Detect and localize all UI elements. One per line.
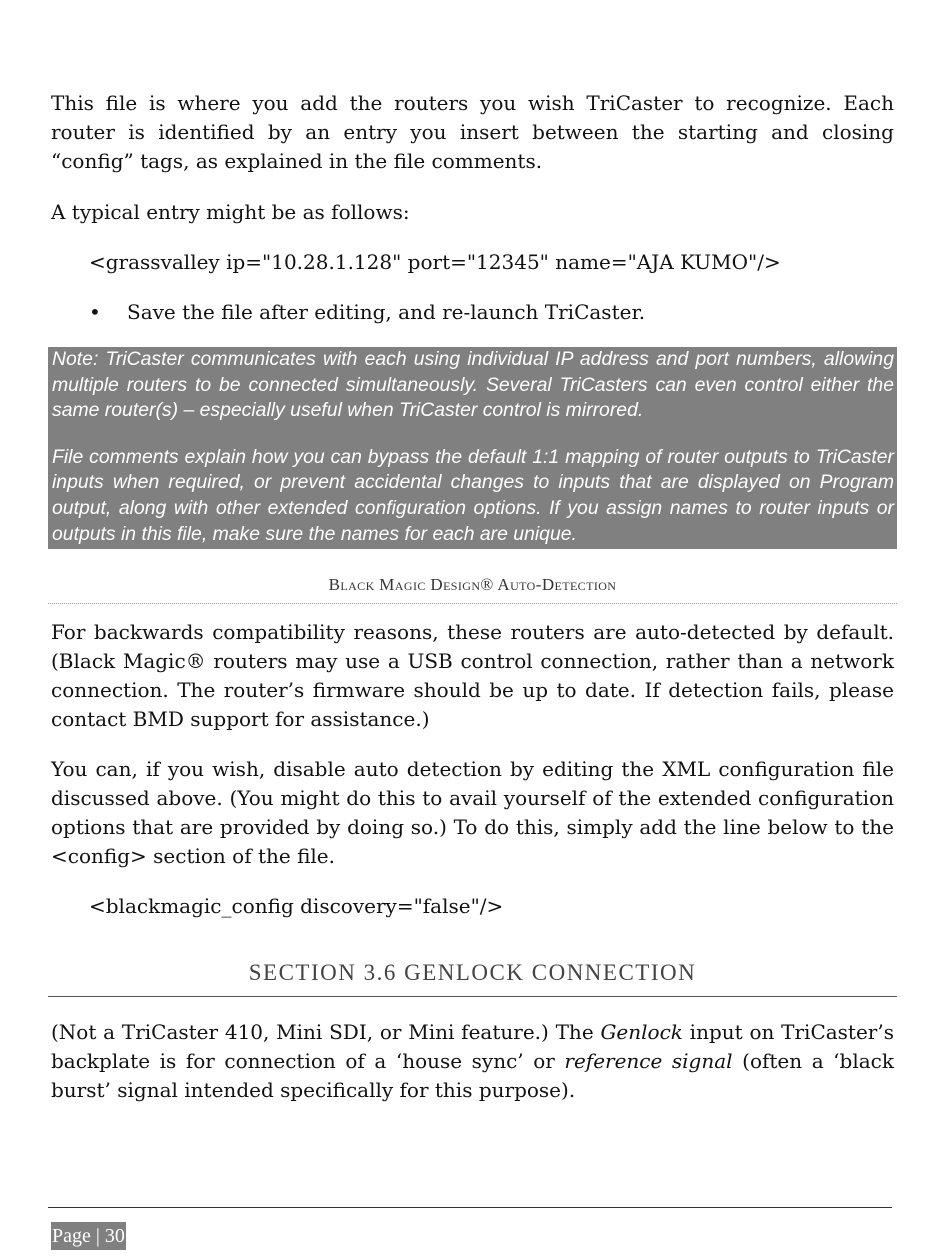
note-paragraph-2: File comments explain how you can bypass the default 1:1 mapping of router outputs to TriCaster inputs when required, or prevent accidental changes to inputs that are displayed on Program output, along with other extended configuration options. If you assign names to router inputs or outputs in this file, make sure the names for each are unique. xyxy=(52,445,894,545)
bullet-item xyxy=(89,298,645,327)
genlock-paragraph xyxy=(51,1018,894,1105)
note-box xyxy=(48,347,897,549)
section-heading: SECTION 3.6 GENLOCK CONNECTION xyxy=(248,960,697,985)
reference-signal-term: reference signal xyxy=(564,1049,733,1073)
genlock-text-1: (Not a TriCaster 410, Mini SDI, or Mini feature.) The xyxy=(51,1020,601,1044)
bmd-paragraph-1: For backwards compatibility reasons, these routers are auto-detected by default. (Black Magic® routers may use a USB control connection, rather than a network connection. The router’s firmware should be up to date. If detection fails, please contact BMD support for assistance.) xyxy=(51,620,894,731)
intro-paragraph: This file is where you add the routers you wish TriCaster to recognize. Each router is identified by an entry you insert between the starting and closing “config” tags, as explained in the file comments. xyxy=(51,91,894,173)
bullet-icon: • xyxy=(89,300,101,324)
footer-divider xyxy=(48,1207,892,1208)
page-number: Page | 30 xyxy=(51,1222,126,1250)
blackmagic-code-line: <blackmagic_config discovery="false"/> xyxy=(89,894,504,918)
subheading-divider xyxy=(48,603,897,604)
bmd-subheading: Black Magic Design® Auto-Detection xyxy=(328,575,617,594)
genlock-term: Genlock xyxy=(600,1020,683,1044)
grassvalley-code-line: <grassvalley ip="10.28.1.128" port="12345" name="AJA KUMO"/> xyxy=(89,250,781,274)
genlock-text-2: input on TriCaster’s backplate is for connection of a ‘house sync’ or xyxy=(51,1020,894,1073)
typical-entry-paragraph: A typical entry might be as follows: xyxy=(51,200,410,224)
genlock-text-3: (often a ‘black burst’ signal intended specifically for this purpose). xyxy=(51,1049,894,1102)
bullet-text: Save the file after editing, and re-launch TriCaster. xyxy=(127,300,646,324)
bmd-paragraph-2: You can, if you wish, disable auto detection by editing the XML configuration file discussed above. (You might do this to avail yourself of the extended configuration options that are provided by doing so.) To do this, simply add the line below to the <config> section of the file. xyxy=(51,757,894,868)
section-divider xyxy=(48,996,897,997)
note-paragraph-1: Note: TriCaster communicates with each using individual IP address and port numbers, allowing multiple routers to be connected simultaneously. Several TriCasters can even control either the same router(s) – especially useful when TriCaster control is mirrored. xyxy=(52,348,894,422)
